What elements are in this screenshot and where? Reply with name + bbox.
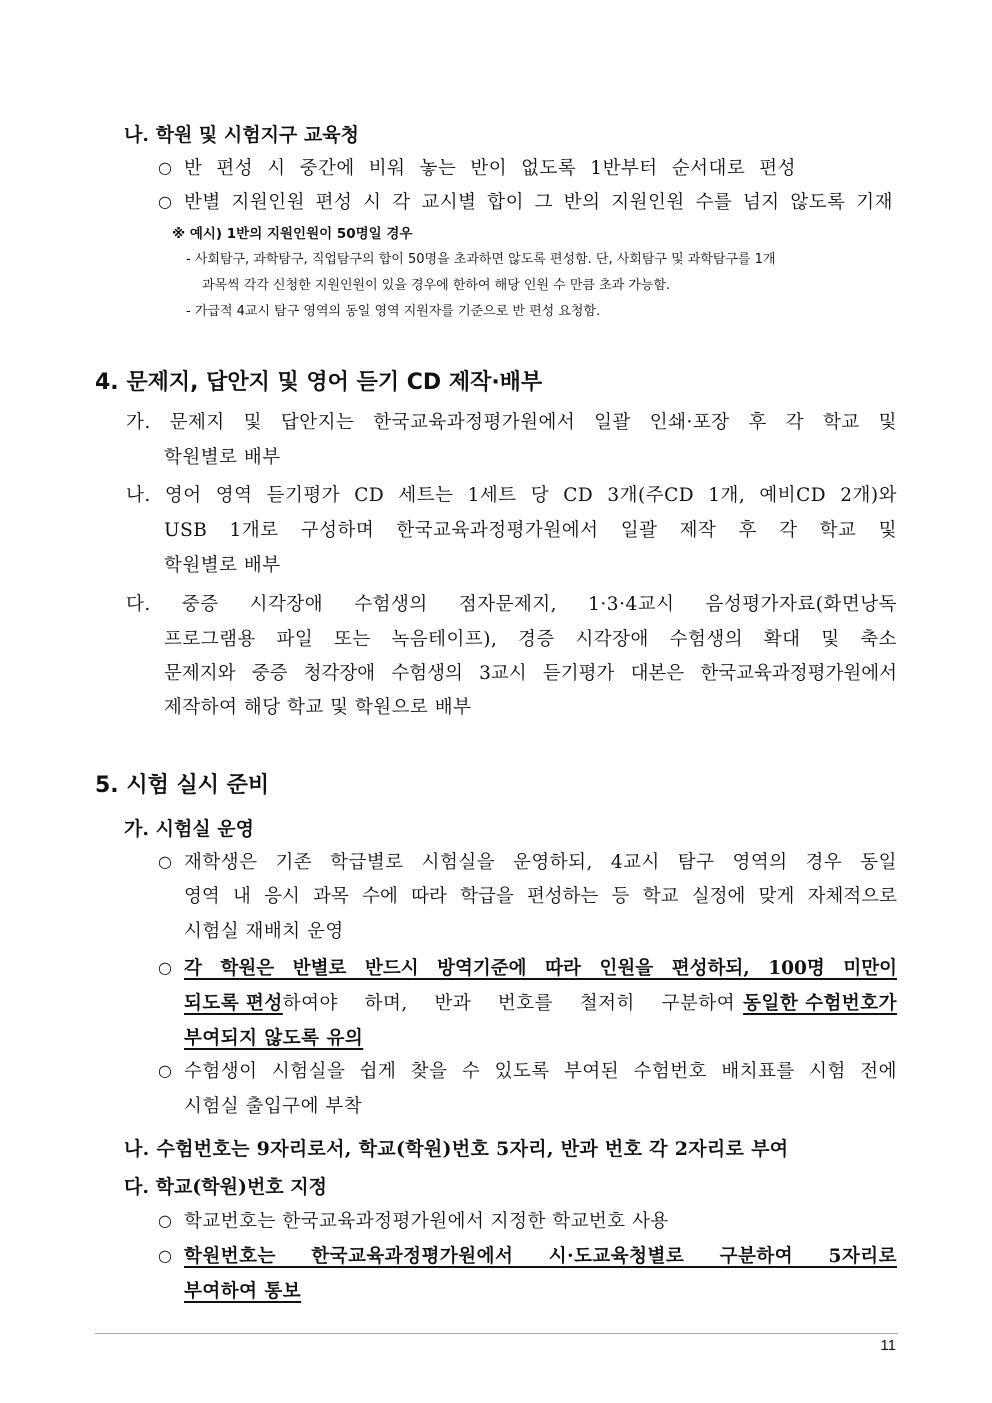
emphasis-text: 동일한 수험번호가 bbox=[743, 993, 897, 1014]
bullet-text-cont bbox=[184, 989, 897, 1015]
bullet-icon: ○ bbox=[158, 1061, 172, 1080]
section-title-5: 5. 시험 실시 준비 bbox=[95, 773, 270, 798]
section-title-4: 4. 문제지, 답안지 및 영어 듣기 CD 제작·배부 bbox=[95, 370, 543, 395]
bullet-text: 수험생이 시험실을 쉽게 찾을 수 있도록 부여된 수험번호 배치표를 시험 전에 bbox=[184, 1061, 897, 1082]
emphasis-text: 각 학원은 반별로 반드시 방역기준에 따라 인원을 편성하되, 100명 미만이 bbox=[184, 958, 897, 979]
section-heading-school-number: 다. 학교(학원)번호 지정 bbox=[124, 1176, 328, 1198]
bullet-text: 재학생은 기존 학급별로 시험실을 운영하되, 4교시 탐구 영역의 경우 동일 bbox=[184, 852, 897, 873]
note-line: - 사회탐구, 과학탐구, 직업탐구의 합이 50명을 초과하면 않도록 편성함. 단, 사회탐구 및 과학탐구를 1개 bbox=[186, 252, 776, 267]
plain-text: 하여야 하며, 반과 번호를 철저히 구분하여 bbox=[282, 993, 736, 1014]
bullet-text: 반별 지원인원 편성 시 각 교시별 합이 그 반의 지원인원 수를 넘지 않도록 기재 bbox=[184, 192, 893, 213]
emphasis-text: 학원번호는 한국교육과정평가원에서 시·도교육청별로 구분하여 5자리로 bbox=[184, 1246, 897, 1267]
paragraph-da-cont: 제작하여 해당 학교 및 학원으로 배부 bbox=[164, 697, 472, 718]
bullet-text-cont: 시험실 출입구에 부착 bbox=[184, 1096, 363, 1117]
paragraph-da-cont: 문제지와 중증 청각장애 수험생의 3교시 듣기평가 대본은 한국교육과정평가원에서 bbox=[164, 663, 897, 684]
emphasis-text: 부여하여 통보 bbox=[184, 1281, 302, 1302]
note-line: - 가급적 4교시 탐구 영역의 동일 영역 지원자를 기준으로 반 편성 요청함. bbox=[186, 304, 601, 319]
emphasis-text: 되도록 편성 bbox=[184, 993, 283, 1014]
bullet-icon: ○ bbox=[158, 192, 172, 211]
paragraph-da: 다. 중증 시각장애 수험생의 점자문제지, 1·3·4교시 음성평가자료(화면낭독 bbox=[126, 594, 897, 615]
paragraph-da-cont: 프로그램용 파일 또는 녹음테이프), 경증 시각장애 수험생의 확대 및 축소 bbox=[164, 629, 897, 650]
note-title: ※ 예시) 1반의 지원인원이 50명일 경우 bbox=[172, 226, 413, 242]
paragraph-na: 나. 영어 영역 듣기평가 CD 세트는 1세트 당 CD 3개(주CD 1개, 예비CD 2개)와 bbox=[126, 485, 897, 506]
bullet-icon: ○ bbox=[158, 1246, 172, 1265]
bullet-icon: ○ bbox=[158, 852, 172, 871]
bullet-text: 반 편성 시 중간에 비워 놓는 반이 없도록 1반부터 순서대로 편성 bbox=[184, 158, 796, 179]
paragraph-na-cont: 학원별로 배부 bbox=[164, 555, 281, 576]
bullet-text-cont: 영역 내 응시 과목 수에 따라 학급을 편성하는 등 학교 실정에 맞게 자체적으로 bbox=[184, 886, 897, 907]
footer-divider bbox=[95, 1333, 898, 1334]
paragraph-ga-cont: 학원별로 배부 bbox=[164, 447, 281, 468]
note-line: 과목씩 각각 신청한 지원인원이 있을 경우에 한하여 해당 인원 수 만큼 초과 가능함. bbox=[202, 278, 671, 293]
bullet-icon: ○ bbox=[158, 158, 172, 177]
paragraph-na-cont: USB 1개로 구성하며 한국교육과정평가원에서 일괄 제작 후 각 학교 및 bbox=[164, 520, 897, 541]
section-heading-exam-number: 나. 수험번호는 9자리로서, 학교(학원)번호 5자리, 반과 번호 각 2자리로 부여 bbox=[124, 1138, 789, 1160]
bullet-text: 학교번호는 한국교육과정평가원에서 지정한 학교번호 사용 bbox=[184, 1211, 669, 1232]
section-heading-na-academy: 나. 학원 및 시험지구 교육청 bbox=[124, 124, 359, 146]
bullet-text-cont: 시험실 재배치 운영 bbox=[184, 921, 344, 942]
section-heading-exam-room: 가. 시험실 운영 bbox=[124, 818, 254, 840]
emphasis-text: 부여되지 않도록 유의 bbox=[184, 1028, 364, 1049]
bullet-icon: ○ bbox=[158, 958, 172, 977]
paragraph-ga: 가. 문제지 및 답안지는 한국교육과정평가원에서 일괄 인쇄·포장 후 각 학교 및 bbox=[126, 412, 897, 433]
page-number: 11 bbox=[880, 1337, 896, 1354]
bullet-icon: ○ bbox=[158, 1211, 172, 1230]
